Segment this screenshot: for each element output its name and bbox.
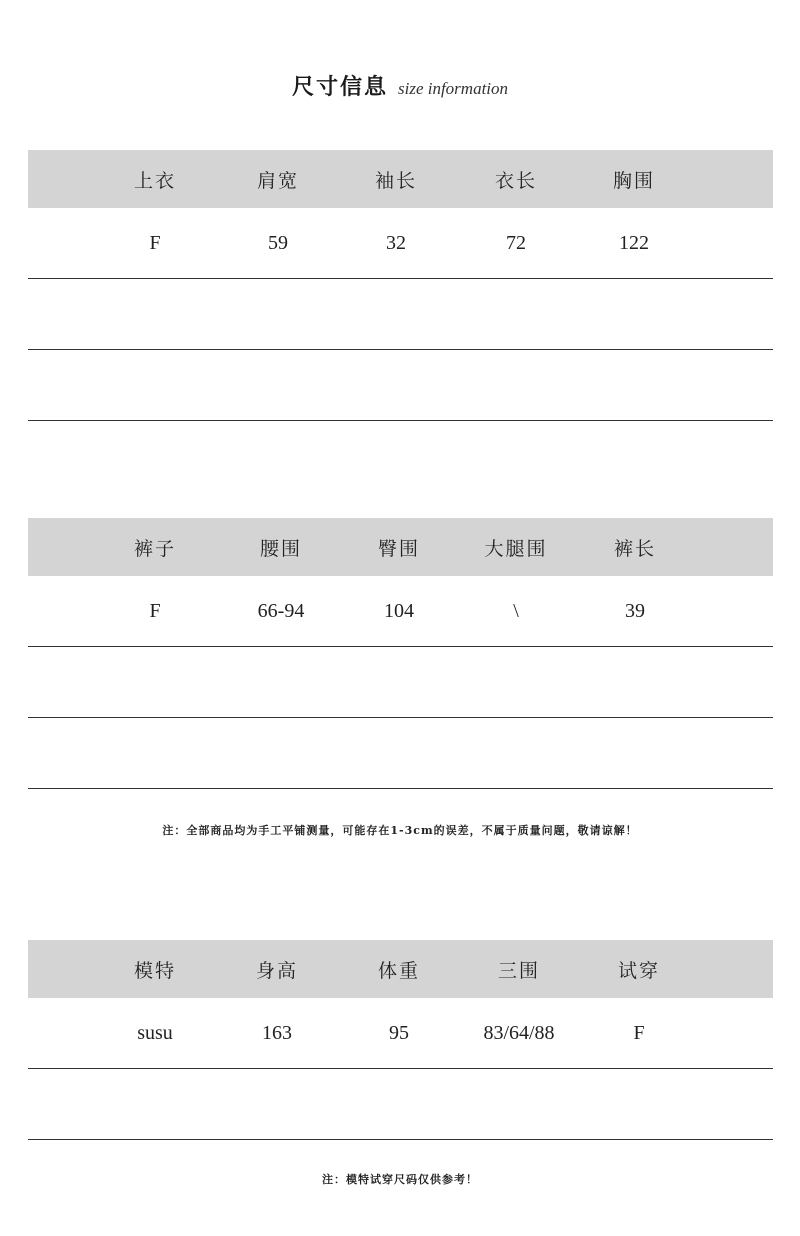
table-cell: 66-94: [257, 599, 305, 622]
header-cell: 大腿围: [484, 537, 548, 560]
table-cell: 122: [619, 231, 649, 254]
table-cell: 32: [386, 231, 406, 254]
header-cell: 袖长: [374, 169, 417, 192]
header-cell: 腰围: [259, 537, 302, 560]
header-cell: 胸围: [612, 169, 655, 192]
table-cell: 72: [506, 231, 526, 254]
header-cell: 衣长: [494, 169, 537, 192]
table-header: [28, 150, 773, 208]
table-cell: F: [149, 231, 161, 254]
table-row: [28, 718, 773, 789]
header-cell: 体重: [377, 959, 420, 982]
top-size-table: [28, 150, 773, 421]
header-cell: 三围: [497, 959, 540, 982]
table-row: [28, 208, 773, 279]
table-cell: \: [513, 599, 519, 622]
model-note: 注：模特试穿尺码仅供参考！: [322, 1173, 478, 1186]
header-cell: 裤长: [613, 537, 656, 560]
table-cell: 83/64/88: [483, 1021, 555, 1044]
table-cell: F: [633, 1021, 645, 1044]
table-cell: 59: [268, 231, 288, 254]
table-row: [28, 350, 773, 421]
header-cell: 肩宽: [256, 169, 299, 192]
table-row: [28, 279, 773, 350]
table-header: [28, 518, 773, 576]
table-cell: F: [149, 599, 161, 622]
table-cell: 39: [625, 599, 645, 622]
pants-size-table: [28, 518, 773, 789]
header-cell: 模特: [133, 959, 176, 982]
measurement-note: 注：全部商品均为手工平铺测量，可能存在1-3cm的误差，不属于质量问题，敬请谅解！: [162, 824, 638, 837]
table-row: [28, 576, 773, 647]
title-en: size information: [397, 79, 509, 98]
header-cell: 试穿: [617, 959, 660, 982]
table-row: [28, 647, 773, 718]
table-cell: 95: [389, 1021, 409, 1044]
header-cell: 臀围: [377, 537, 420, 560]
table-row: [28, 1069, 773, 1140]
table-cell: 163: [262, 1021, 292, 1044]
table-row: [28, 998, 773, 1069]
header-cell: 裤子: [133, 537, 176, 560]
table-cell: 104: [384, 599, 414, 622]
table-cell: susu: [137, 1021, 173, 1044]
model-table: [28, 940, 773, 1140]
title-cn: 尺寸信息: [291, 74, 388, 100]
table-header: [28, 940, 773, 998]
header-cell: 上衣: [133, 169, 176, 192]
page-title: [0, 70, 800, 101]
header-cell: 身高: [255, 959, 298, 982]
